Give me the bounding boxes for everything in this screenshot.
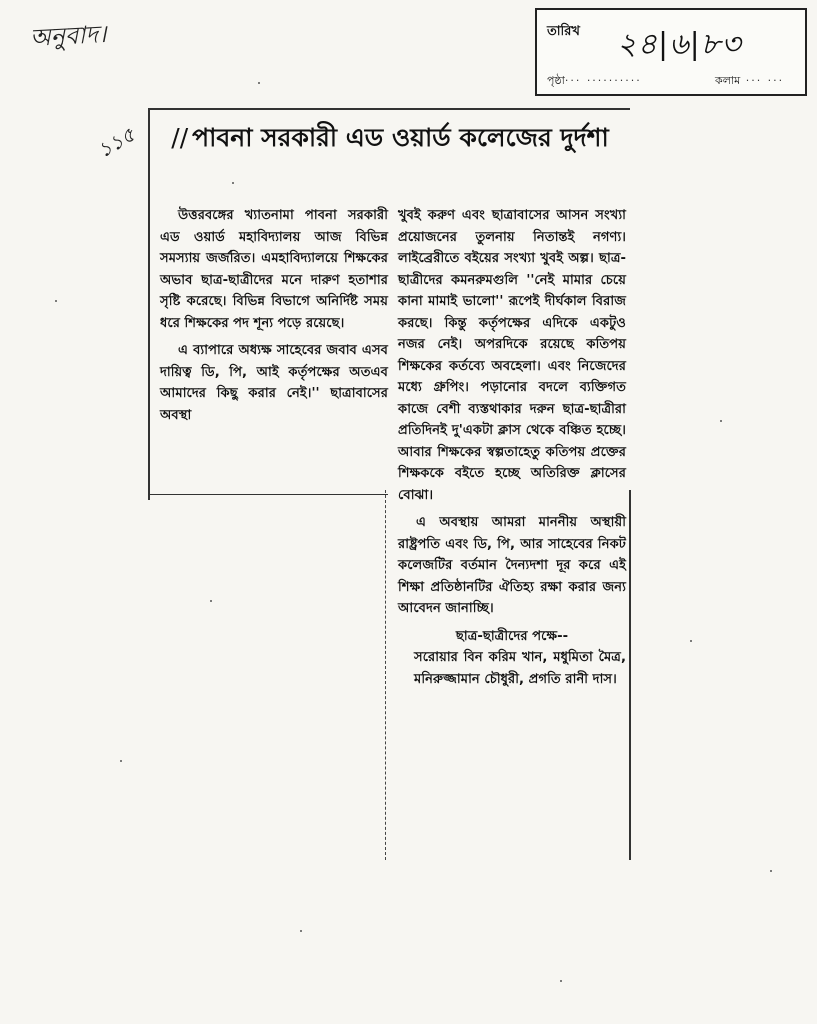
signoff-heading: ছাত্র-ছাত্রীদের পক্ষে-- <box>455 628 569 644</box>
article-column-1 <box>160 205 388 426</box>
headline-text: পাবনা সরকারী এড ওয়ার্ড কলেজের দুর্দশা <box>192 123 609 152</box>
scan-speck <box>210 600 212 602</box>
date-label: তারিখ <box>547 24 580 39</box>
clipping-rule <box>148 494 388 495</box>
signoff-names: সরোয়ার বিন করিম খান, মধুমিতা মৈত্র, মনিরুজ্জামান চৌধুরী, প্রগতি রানী দাস। <box>414 650 626 687</box>
column-label-row: কলাম ··· ··· <box>715 74 785 87</box>
slash-mark: // <box>171 123 189 152</box>
margin-number: ১১৫ <box>93 122 140 163</box>
paragraph: এ অবস্থায় আমরা মাননীয় অস্থায়ী রাষ্ট্রপতি এবং ডি, পি, আর সাহেবের নিকট কলেজটির বর্তমান দৈন্যদশা দূর করে এই শিক্ষা প্রতিষ্ঠানটির ঐতিহ্য রক্ষা করার জন্য আবেদন জানাচ্ছি। <box>398 515 626 616</box>
handwritten-note: অনুবাদ। <box>29 20 108 52</box>
paragraph: এ ব্যাপারে অধ্যক্ষ সাহেবের জবাব এসব দায়িত্ব ডি, পি, আই কর্তৃপক্ষের অতএব আমাদের কিছু করার নেই।'' ছাত্রাবাসের অবস্থা <box>160 343 388 423</box>
column-label: কলাম <box>715 74 741 87</box>
signoff <box>398 626 626 691</box>
scan-speck <box>258 82 260 84</box>
date-value: ২৪|৬|৮৩ <box>617 27 742 62</box>
article-column-2 <box>398 205 626 690</box>
scan-speck <box>560 980 562 982</box>
paragraph: খুবই করুণ এবং ছাত্রাবাসের আসন সংখ্যা প্রয়োজনের তুলনায় নিতান্তই নগণ্য। লাইব্রেরীতে বইয়ের সংখ্যা খুবই অল্প। ছাত্র-ছাত্রীদের কমনরুমগুলি ''নেই মামার চেয়ে কানা মামাই ভালো'' রূপেই দীর্ঘকাল বিরাজ করছে। কিন্তু কর্তৃপক্ষের এদিকে একটুও নজর নেই। অপরদিকে রয়েছে কতিপয় শিক্ষকের কর্তব্যে অবহেলা। এবং নিজেদের মধ্যে গ্রুপিং। পড়ানোর বদলে ব্যক্তিগত কাজে বেশী ব্যস্তথাকার দরুন ছাত্র-ছাত্রীরা প্রতিদিনই দু'একটা ক্লাস থেকে বঞ্চিত হচ্ছে। আবার শিক্ষকের স্বল্পতাহেতু কতিপয় প্রক্তের শিক্ষককে বইতে হচ্ছে অতিরিক্ত ক্লাসের বোঝা। <box>398 208 626 503</box>
scan-speck <box>770 870 772 872</box>
page-label: পৃষ্ঠা <box>547 74 565 87</box>
article-headline <box>160 118 620 158</box>
page-label-row: পৃষ্ঠা··· ·········· <box>547 74 642 87</box>
scan-speck <box>55 300 57 302</box>
scan-speck <box>300 930 302 932</box>
scan-speck <box>120 760 122 762</box>
scan-speck <box>720 420 722 422</box>
date-stamp <box>535 8 807 96</box>
paragraph: উত্তরবঙ্গের খ্যাতনামা পাবনা সরকারী এড ওয়ার্ড মহাবিদ্যালয় আজ বিভিন্ন সমস্যায় জর্জরিত। এমহাবিদ্যালয়ে শিক্ষকের অভাব ছাত্র-ছাত্রীদের মনে দারুণ হতাশার সৃষ্টি করেছে। বিভিন্ন বিভাগে অনির্দিষ্ট সময় ধরে শিক্ষকের পদ শূন্য পড়ে রয়েছে। <box>160 208 388 331</box>
scan-speck <box>690 640 692 642</box>
